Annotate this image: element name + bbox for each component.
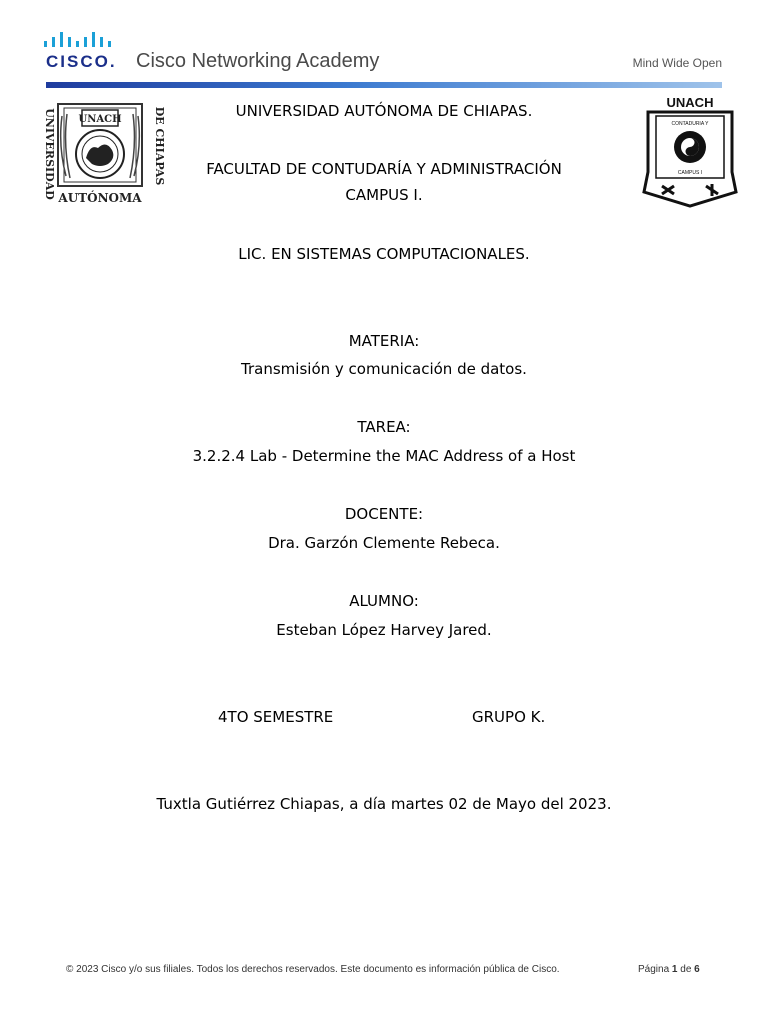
student-value: Esteban López Harvey Jared. (276, 621, 492, 639)
university-name: UNIVERSIDAD AUTÓNOMA DE CHIAPAS. (235, 102, 533, 120)
seal-text-bottom: AUTÓNOMA (58, 191, 142, 205)
faculty-name: FACULTAD DE CONTUDARÍA Y ADMINISTRACIÓN (206, 160, 562, 178)
subject-value: Transmisión y comunicación de datos. (241, 360, 527, 378)
header-gradient-rule (46, 82, 722, 88)
student-label: ALUMNO: (349, 592, 419, 610)
campus-name: CAMPUS I. (345, 186, 423, 204)
seal-text-right: DE CHIAPAS (153, 106, 166, 186)
group: GRUPO K. (472, 708, 546, 726)
cisco-wordmark: CISCO. (46, 52, 117, 71)
page-current: 1 (671, 964, 678, 975)
page-separator: de (680, 964, 692, 975)
footer-page-number (638, 964, 700, 975)
faculty-logo-title: UNACH (666, 95, 714, 110)
place-and-date: Tuxtla Gutiérrez Chiapas, a día martes 02 de Mayo del 2023. (156, 795, 612, 813)
semester: 4TO SEMESTRE (218, 708, 334, 726)
seal-text-left: UNIVERSIDAD (43, 108, 56, 200)
teacher-label: DOCENTE: (344, 505, 424, 523)
faculty-logo-inner-bottom: CAMPUS I (677, 170, 703, 176)
page-header (0, 0, 768, 90)
footer-copyright: © 2023 Cisco y/o sus filiales. Todos los derechos reservados. Este documento es información pública de Cisco. (66, 964, 560, 975)
seal-shield-text: UNACH (78, 114, 122, 125)
page-prefix: Página (638, 964, 670, 975)
task-value: 3.2.2.4 Lab - Determine the MAC Address of a Host (192, 447, 576, 465)
tagline: Mind Wide Open (632, 56, 722, 70)
task-label: TAREA: (357, 418, 411, 436)
career-name: LIC. EN SISTEMAS COMPUTACIONALES. (238, 245, 530, 263)
subject-label: MATERIA: (348, 332, 420, 350)
academy-title: Cisco Networking Academy (136, 50, 380, 72)
faculty-logo-inner-top: CONTADURIA Y (671, 121, 709, 127)
page-total: 6 (694, 964, 700, 975)
teacher-value: Dra. Garzón Clemente Rebeca. (268, 534, 500, 552)
cisco-bridge-logo-icon (44, 32, 116, 50)
